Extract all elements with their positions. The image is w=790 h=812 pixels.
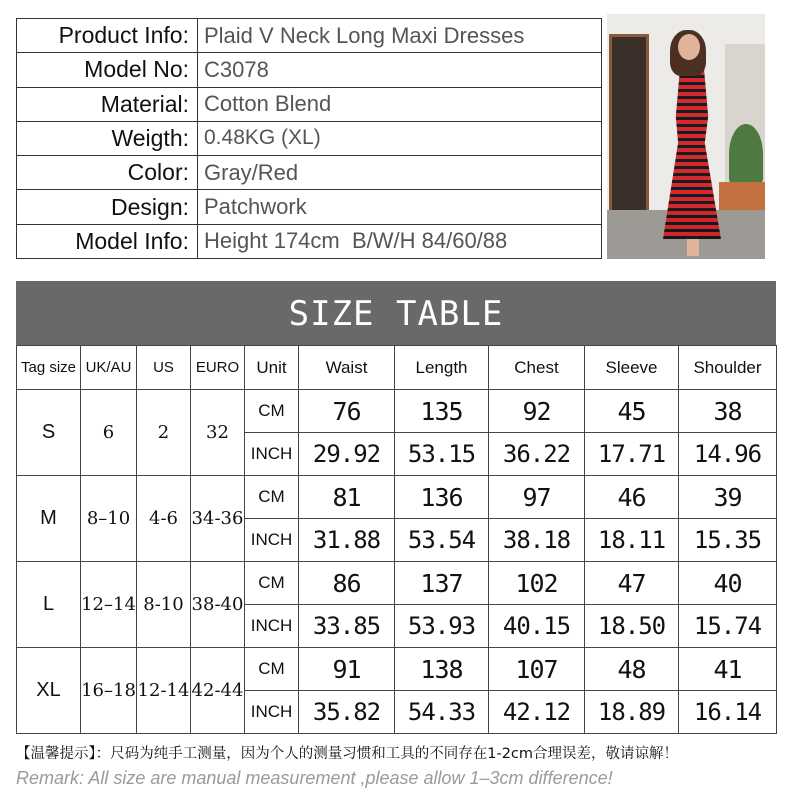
sleeve-cell: 48 [585, 648, 679, 691]
unit-cell: CM [245, 648, 299, 691]
unit-cell: INCH [245, 433, 299, 476]
header-cell: UK/AU [81, 346, 137, 390]
sleeve-cell: 45 [585, 390, 679, 433]
info-row-material [17, 87, 602, 121]
info-value: Height 174cm B/W/H 84/60/88 [198, 224, 602, 258]
info-row-model-no [17, 53, 602, 87]
chest-cell: 102 [489, 562, 585, 605]
info-value: Plaid V Neck Long Maxi Dresses [198, 19, 602, 53]
info-value: Gray/Red [198, 156, 602, 190]
uk-au-cell: 12–14 [81, 562, 137, 648]
chest-cell: 42.12 [489, 691, 585, 734]
chest-cell: 40.15 [489, 605, 585, 648]
table-row [17, 562, 777, 605]
chest-cell: 38.18 [489, 519, 585, 562]
length-cell: 54.33 [395, 691, 489, 734]
shoulder-cell: 39 [679, 476, 777, 519]
waist-cell: 31.88 [299, 519, 395, 562]
info-label: Material: [17, 87, 198, 121]
table-row [17, 476, 777, 519]
model-photo [607, 14, 765, 259]
waist-cell: 86 [299, 562, 395, 605]
info-label: Design: [17, 190, 198, 224]
length-cell: 137 [395, 562, 489, 605]
euro-cell: 32 [191, 390, 245, 476]
chinese-note: 【温馨提示】：尺码为纯手工测量，因为个人的测量习惯和工具的不同存在1-2cm合理误差，敬请谅解！ [16, 746, 679, 762]
info-label: Weigth: [17, 121, 198, 155]
size-table-header [17, 346, 777, 390]
size-table [16, 345, 777, 734]
shoulder-cell: 41 [679, 648, 777, 691]
chest-cell: 92 [489, 390, 585, 433]
waist-cell: 76 [299, 390, 395, 433]
sleeve-cell: 47 [585, 562, 679, 605]
info-label: Model No: [17, 53, 198, 87]
shoulder-cell: 40 [679, 562, 777, 605]
unit-cell: INCH [245, 691, 299, 734]
shoulder-cell: 15.74 [679, 605, 777, 648]
info-label: Model Info: [17, 224, 198, 258]
product-info-table [16, 18, 602, 259]
chest-cell: 97 [489, 476, 585, 519]
info-label: Product Info: [17, 19, 198, 53]
uk-au-cell: 8–10 [81, 476, 137, 562]
header-cell: Tag size [17, 346, 81, 390]
euro-cell: 38-40 [191, 562, 245, 648]
tag-size-cell: L [17, 562, 81, 648]
header-cell: Chest [489, 346, 585, 390]
info-row-product [17, 19, 602, 53]
sleeve-cell: 17.71 [585, 433, 679, 476]
info-row-model-info [17, 224, 602, 258]
waist-cell: 81 [299, 476, 395, 519]
unit-cell: CM [245, 390, 299, 433]
size-table-title: SIZE TABLE [16, 281, 776, 345]
info-label: Color: [17, 156, 198, 190]
length-cell: 136 [395, 476, 489, 519]
info-row-design [17, 190, 602, 224]
info-value: C3078 [198, 53, 602, 87]
header-cell: Length [395, 346, 489, 390]
photo-steps [719, 182, 765, 210]
waist-cell: 29.92 [299, 433, 395, 476]
info-value: Cotton Blend [198, 87, 602, 121]
photo-model-legs [687, 236, 699, 256]
uk-au-cell: 6 [81, 390, 137, 476]
waist-cell: 35.82 [299, 691, 395, 734]
photo-model-face [678, 34, 700, 60]
euro-cell: 42-44 [191, 648, 245, 734]
length-cell: 53.93 [395, 605, 489, 648]
unit-cell: INCH [245, 605, 299, 648]
us-cell: 2 [137, 390, 191, 476]
euro-cell: 34-36 [191, 476, 245, 562]
sleeve-cell: 18.89 [585, 691, 679, 734]
waist-cell: 33.85 [299, 605, 395, 648]
unit-cell: CM [245, 562, 299, 605]
tag-size-cell: XL [17, 648, 81, 734]
chest-cell: 36.22 [489, 433, 585, 476]
header-cell: Unit [245, 346, 299, 390]
photo-door [609, 34, 649, 214]
uk-au-cell: 16–18 [81, 648, 137, 734]
sleeve-cell: 18.11 [585, 519, 679, 562]
length-cell: 138 [395, 648, 489, 691]
table-row [17, 648, 777, 691]
shoulder-cell: 15.35 [679, 519, 777, 562]
photo-plant [729, 124, 763, 184]
table-row [17, 390, 777, 433]
info-row-color [17, 156, 602, 190]
header-cell: Sleeve [585, 346, 679, 390]
english-remark: Remark: All size are manual measurement ,please allow 1–3cm difference! [16, 768, 613, 788]
us-cell: 4-6 [137, 476, 191, 562]
unit-cell: INCH [245, 519, 299, 562]
unit-cell: CM [245, 476, 299, 519]
waist-cell: 91 [299, 648, 395, 691]
header-cell: EURO [191, 346, 245, 390]
tag-size-cell: M [17, 476, 81, 562]
header-cell: US [137, 346, 191, 390]
length-cell: 53.54 [395, 519, 489, 562]
length-cell: 53.15 [395, 433, 489, 476]
us-cell: 8-10 [137, 562, 191, 648]
length-cell: 135 [395, 390, 489, 433]
info-value: Patchwork [198, 190, 602, 224]
info-value: 0.48KG (XL) [198, 121, 602, 155]
chest-cell: 107 [489, 648, 585, 691]
header-cell: Waist [299, 346, 395, 390]
header-cell: Shoulder [679, 346, 777, 390]
shoulder-cell: 38 [679, 390, 777, 433]
tag-size-cell: S [17, 390, 81, 476]
info-row-weight [17, 121, 602, 155]
shoulder-cell: 14.96 [679, 433, 777, 476]
sleeve-cell: 18.50 [585, 605, 679, 648]
us-cell: 12-14 [137, 648, 191, 734]
shoulder-cell: 16.14 [679, 691, 777, 734]
sleeve-cell: 46 [585, 476, 679, 519]
